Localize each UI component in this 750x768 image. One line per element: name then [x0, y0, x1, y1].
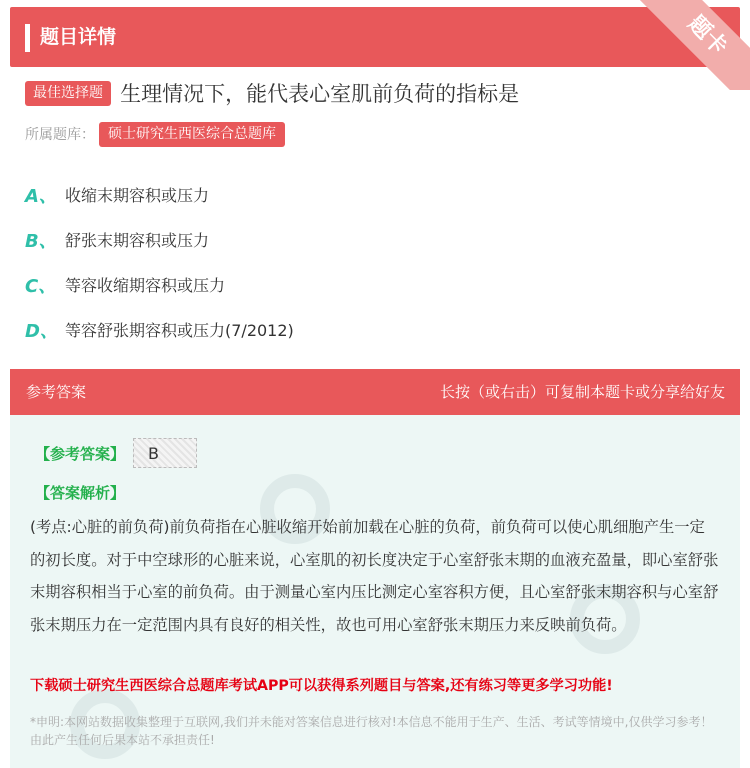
- option-letter: A、: [25, 185, 57, 207]
- question-bank-row: [25, 121, 285, 147]
- answer-header-bar: [10, 369, 740, 415]
- answer-label: 【参考答案】: [35, 444, 126, 463]
- corner-badge: [640, 0, 750, 90]
- question-row: [25, 78, 725, 108]
- option-d[interactable]: [25, 307, 294, 352]
- reference-answer-row: [35, 438, 197, 468]
- option-c[interactable]: [25, 262, 294, 307]
- options-list: [25, 172, 294, 352]
- header-bar: [10, 7, 740, 67]
- corner-badge-text: 题卡: [640, 0, 750, 90]
- app-promo-link[interactable]: 下载硕士研究生西医综合总题库考试APP可以获得系列题目与答案,还有练习等更多学习功能!: [30, 678, 613, 694]
- page-title: 题目详情: [40, 26, 117, 48]
- answer-value: B: [133, 438, 197, 468]
- header-accent-bar: [25, 24, 30, 52]
- option-b[interactable]: [25, 217, 294, 262]
- bank-label: 所属题库：: [25, 127, 95, 143]
- option-text: 舒张末期容积或压力: [65, 231, 210, 250]
- answer-card: [10, 369, 740, 768]
- analysis-text: (考点:心脏的前负荷)前负荷指在心脏收缩开始前加载在心脏的负荷，前负荷可以使心肌细胞产生一定的初长度。对于中空球形的心脏来说，心室肌的初长度决定于心室舒张末期的血液充盈量，即心室舒张末期容积相当于心室的前负荷。由于测量心室内压比测定心室容积方便，且心室舒张末期容积与心室舒张末期压力在一定范围内具有良好的相关性，故也可用心室舒张末期压力来反映前负荷。: [30, 518, 719, 634]
- analysis-label: 【答案解析】: [35, 484, 126, 502]
- bank-name-tag[interactable]: 硕士研究生西医综合总题库: [99, 122, 285, 147]
- option-text: 收缩末期容积或压力: [65, 186, 210, 205]
- share-hint: 长按（或右击）可复制本题卡或分享给好友: [439, 383, 725, 401]
- option-letter: C、: [25, 275, 57, 297]
- option-a[interactable]: [25, 172, 294, 217]
- question-text: 生理情况下，能代表心室肌前负荷的指标是: [120, 82, 520, 106]
- disclaimer-text: *申明:本网站数据收集整理于互联网,我们并未能对答案信息进行核对!本信息不能用于生产、生活、考试等情境中,仅供学习参考！由此产生任何后果本站不承担责任!: [30, 715, 713, 747]
- option-letter: B、: [25, 230, 57, 252]
- question-type-tag: 最佳选择题: [25, 81, 111, 106]
- answer-section-title: 参考答案: [26, 383, 87, 401]
- option-text: 等容收缩期容积或压力: [65, 276, 226, 295]
- option-letter: D、: [25, 320, 58, 342]
- option-text: 等容舒张期容积或压力(7/2012): [65, 321, 294, 340]
